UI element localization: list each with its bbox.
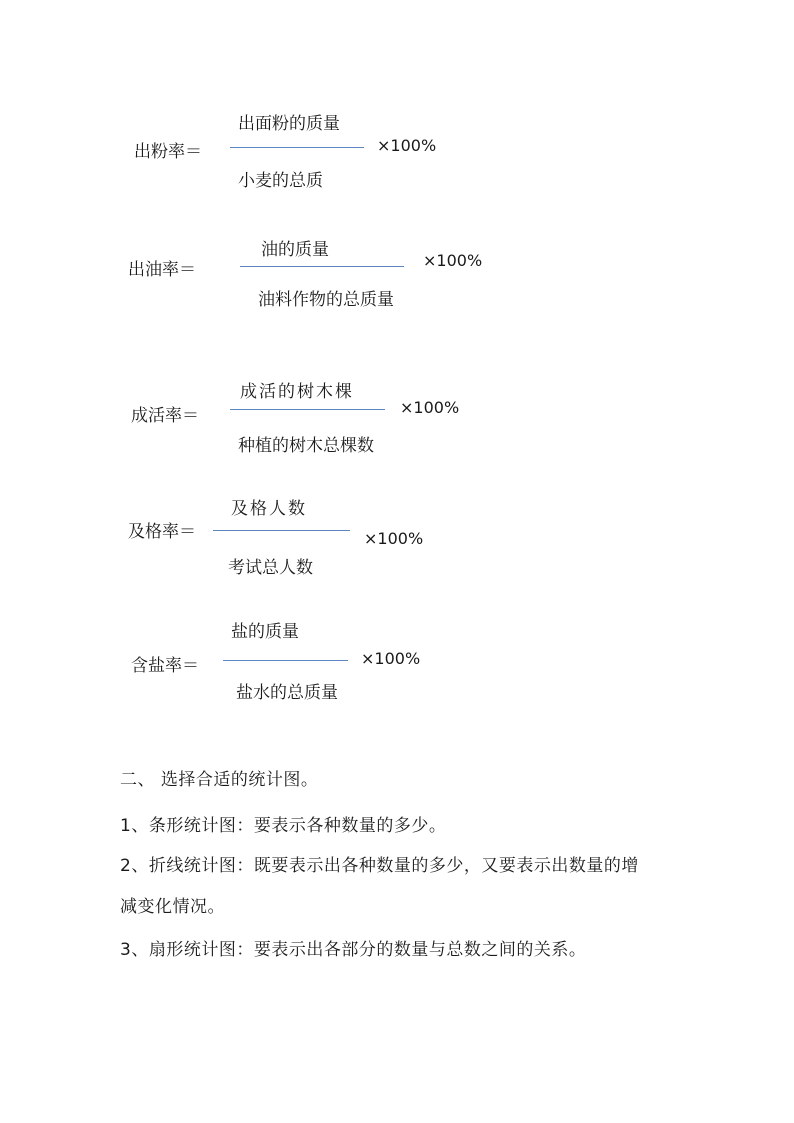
formula-denominator: 油料作物的总质量 bbox=[258, 290, 394, 310]
formula-numerator: 及格人数 bbox=[231, 499, 307, 519]
formula-label: 成活率＝ bbox=[131, 406, 199, 426]
fraction-bar bbox=[230, 409, 385, 410]
formula-denominator: 盐水的总质量 bbox=[236, 683, 338, 703]
formula-label: 及格率＝ bbox=[128, 522, 196, 542]
section-heading: 二、 选择合适的统计图。 bbox=[120, 770, 319, 790]
formula-multiplier: ×100% bbox=[400, 398, 460, 417]
formula-label: 含盐率＝ bbox=[131, 656, 199, 676]
formula-numerator: 盐的质量 bbox=[231, 622, 299, 642]
formula-multiplier: ×100% bbox=[423, 251, 483, 270]
formula-denominator: 种植的树木总棵数 bbox=[238, 436, 374, 456]
formula-denominator: 考试总人数 bbox=[228, 558, 313, 578]
formula-denominator: 小麦的总质 bbox=[238, 171, 323, 191]
fraction-bar bbox=[240, 266, 404, 267]
fraction-bar bbox=[213, 530, 350, 531]
formula-multiplier: ×100% bbox=[377, 136, 437, 155]
formula-multiplier: ×100% bbox=[361, 649, 421, 668]
list-item: 2、折线统计图：既要表示出各种数量的多少，又要表示出数量的增 bbox=[120, 856, 639, 876]
formula-multiplier: ×100% bbox=[364, 529, 424, 548]
formula-numerator: 油的质量 bbox=[261, 240, 329, 260]
list-item: 减变化情况。 bbox=[120, 897, 225, 917]
formula-label: 出油率＝ bbox=[128, 260, 196, 280]
formula-numerator: 出面粉的质量 bbox=[238, 114, 340, 134]
fraction-bar bbox=[223, 660, 348, 661]
formula-label: 出粉率＝ bbox=[134, 142, 202, 162]
formula-numerator: 成活的树木棵 bbox=[240, 382, 354, 402]
fraction-bar bbox=[230, 147, 364, 148]
list-item: 1、条形统计图：要表示各种数量的多少。 bbox=[120, 816, 447, 836]
list-item: 3、扇形统计图：要表示出各部分的数量与总数之间的关系。 bbox=[120, 940, 587, 960]
